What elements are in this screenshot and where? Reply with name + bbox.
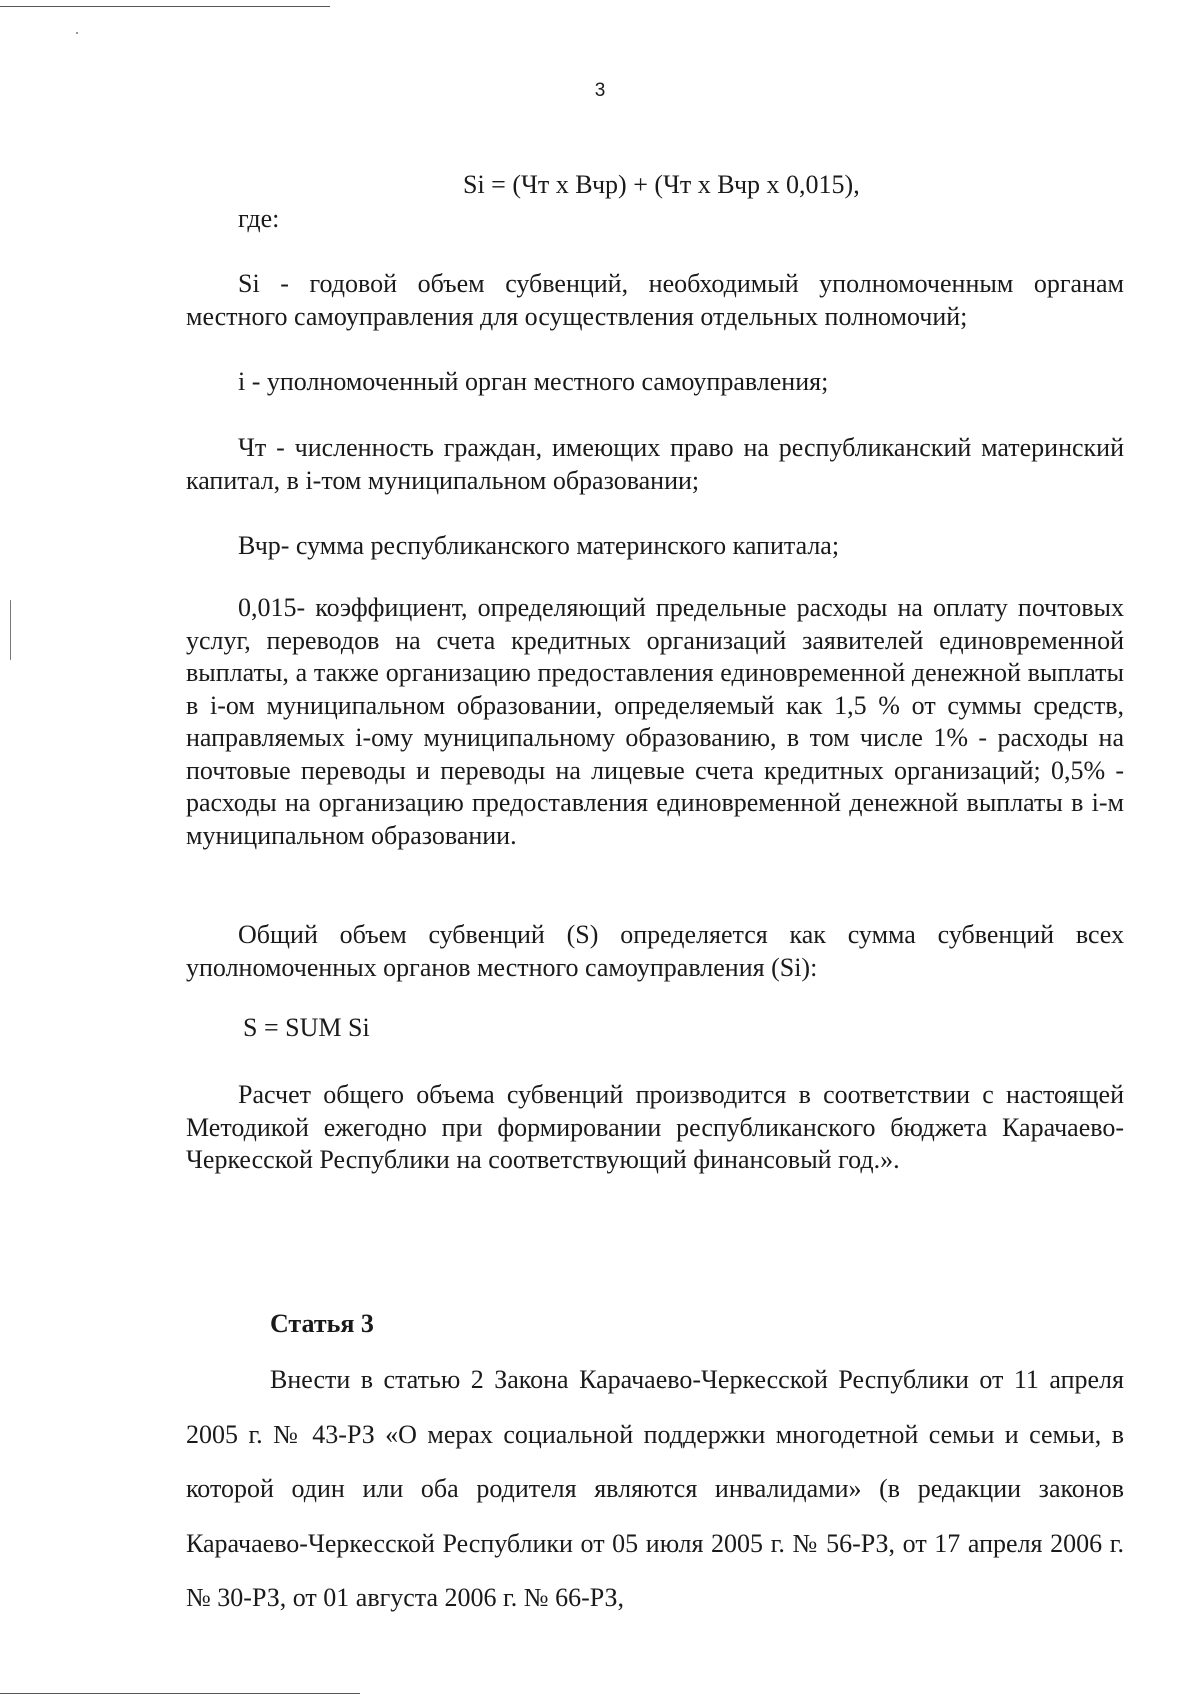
paragraph: 0,015- коэффициент, определяющий предельные расходы на оплату почтовых услуг, переводов на счета кредитных организаций заявителей единовременной выплаты, а также организацию предоставления единовременной денежной выплаты в i-ом муниципальном образовании, определяемый как 1,5 % от суммы средств, направляемых i-ому муниципальному образованию, в том числе 1% - расходы на почтовые переводы и переводы на лицевые счета кредитных организаций; 0,5% - расходы на организацию предоставления единовременной денежной выплаты в i-м муниципальном образовании. — [186, 593, 1124, 850]
formula-sum: S = SUM Si — [243, 1013, 370, 1042]
closing-paragraph — [186, 1079, 1124, 1177]
scan-speck — [76, 32, 78, 34]
paragraph: i - уполномоченный орган местного самоуправления; — [238, 367, 829, 396]
total-volume-paragraph — [186, 919, 1124, 984]
scan-edge-bottom — [0, 1693, 360, 1694]
definition-si — [186, 268, 1124, 333]
definition-cht — [186, 432, 1124, 497]
definition-coefficient — [186, 592, 1124, 852]
page-number: 3 — [594, 80, 606, 101]
scan-mark — [10, 600, 11, 660]
definition-i — [186, 366, 1124, 399]
definition-vchr — [186, 530, 1124, 563]
paragraph: Расчет общего объема субвенций производится в соответствии с настоящей Методикой ежегодно при формировании республиканского бюджета Карачаево-Черкесской Республики на соответствующий финансовый год.». — [186, 1080, 1124, 1174]
paragraph: Si - годовой объем субвенций, необходимый уполномоченным органам местного самоуправления для осуществления отдельных полномочий; — [186, 269, 1124, 331]
paragraph: Общий объем субвенций (S) определяется как сумма субвенций всех уполномоченных органов местного самоуправления (Si): — [186, 920, 1124, 982]
paragraph: Вчр- сумма республиканского материнского капитала; — [238, 531, 840, 560]
formula-main: Si = (Чт х Вчр) + (Чт х Вчр х 0,015), — [463, 170, 860, 199]
article-body: Внести в статью 2 Закона Карачаево-Черкесской Республики от 11 апреля 2005 г. № 43-РЗ «О мерах социальной поддержки многодетной семьи и семьи, в которой один или оба родителя являются инвалидами» (в редакции законов Карачаево-Черкесской Республики от 05 июля 2005 г. № 56-РЗ, от 17 апреля 2006 г. № 30-РЗ, от 01 августа 2006 г. № 66-РЗ, — [186, 1365, 1124, 1612]
article-title: Статья 3 — [270, 1309, 374, 1338]
where-label: где: — [238, 204, 280, 233]
scan-edge-top — [0, 6, 330, 7]
paragraph: Чт - численность граждан, имеющих право на республиканский материнский капитал, в i-том муниципальном образовании; — [186, 433, 1124, 495]
